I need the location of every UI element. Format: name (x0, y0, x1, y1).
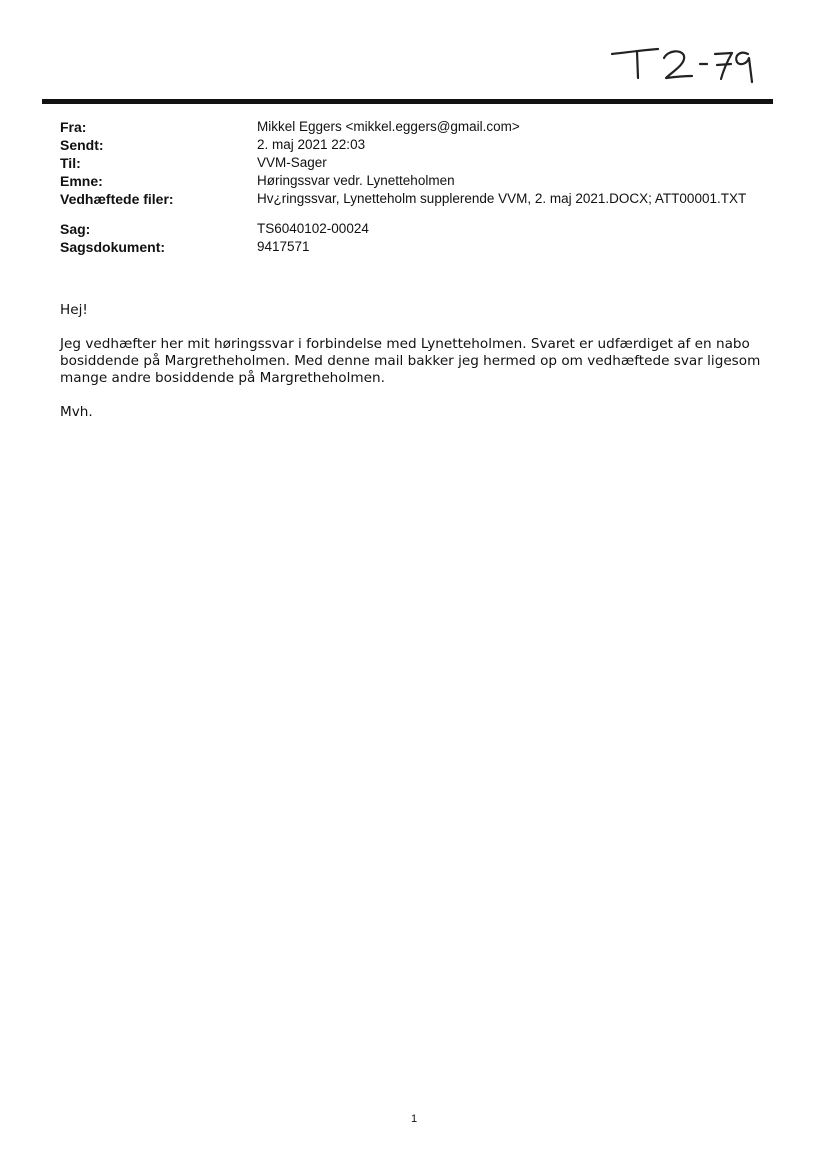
from-label: Fra: (60, 119, 87, 135)
header-row-case-document (60, 238, 780, 256)
attachments-label: Vedhæftede filer: (60, 191, 174, 207)
subject-label: Emne: (60, 173, 103, 189)
body-line: mange andre bosiddende på Margretheholmen. (60, 370, 385, 386)
email-header (60, 118, 780, 256)
greeting: Hej! (60, 302, 88, 318)
header-row-attachments (60, 190, 780, 208)
page-number: 1 (410, 1113, 418, 1125)
handwritten-stamp (600, 36, 760, 92)
email-body (60, 302, 780, 421)
header-row-case (60, 220, 780, 238)
subject-value: Høringssvar vedr. Lynetteholmen (257, 173, 455, 188)
header-divider (42, 99, 773, 104)
header-row-from (60, 118, 780, 136)
body-paragraph (60, 336, 780, 387)
from-value: Mikkel Eggers <mikkel.eggers@gmail.com> (257, 119, 520, 134)
header-row-sent (60, 136, 780, 154)
case-document-label: Sagsdokument: (60, 239, 166, 255)
case-document-value: 9417571 (257, 239, 310, 254)
case-label: Sag: (60, 221, 91, 237)
to-label: Til: (60, 155, 81, 171)
sent-label: Sendt: (60, 137, 104, 153)
closing: Mvh. (60, 404, 93, 420)
header-row-to (60, 154, 780, 172)
sent-value: 2. maj 2021 22:03 (257, 137, 366, 152)
case-value: TS6040102-00024 (257, 221, 369, 236)
body-line: Jeg vedhæfter her mit høringssvar i forbindelse med Lynetteholmen. Svaret er udfærdiget af en nabo (60, 336, 750, 352)
to-value: VVM-Sager (257, 155, 327, 170)
header-row-subject (60, 172, 780, 190)
body-line: bosiddende på Margretheholmen. Med denne mail bakker jeg hermed op om vedhæftede svar ligesom (60, 353, 761, 369)
handwritten-stamp-drawing (600, 36, 760, 92)
attachments-value: Hv¿ringssvar, Lynetteholm supplerende VVM, 2. maj 2021.DOCX; ATT00001.TXT (257, 191, 747, 206)
